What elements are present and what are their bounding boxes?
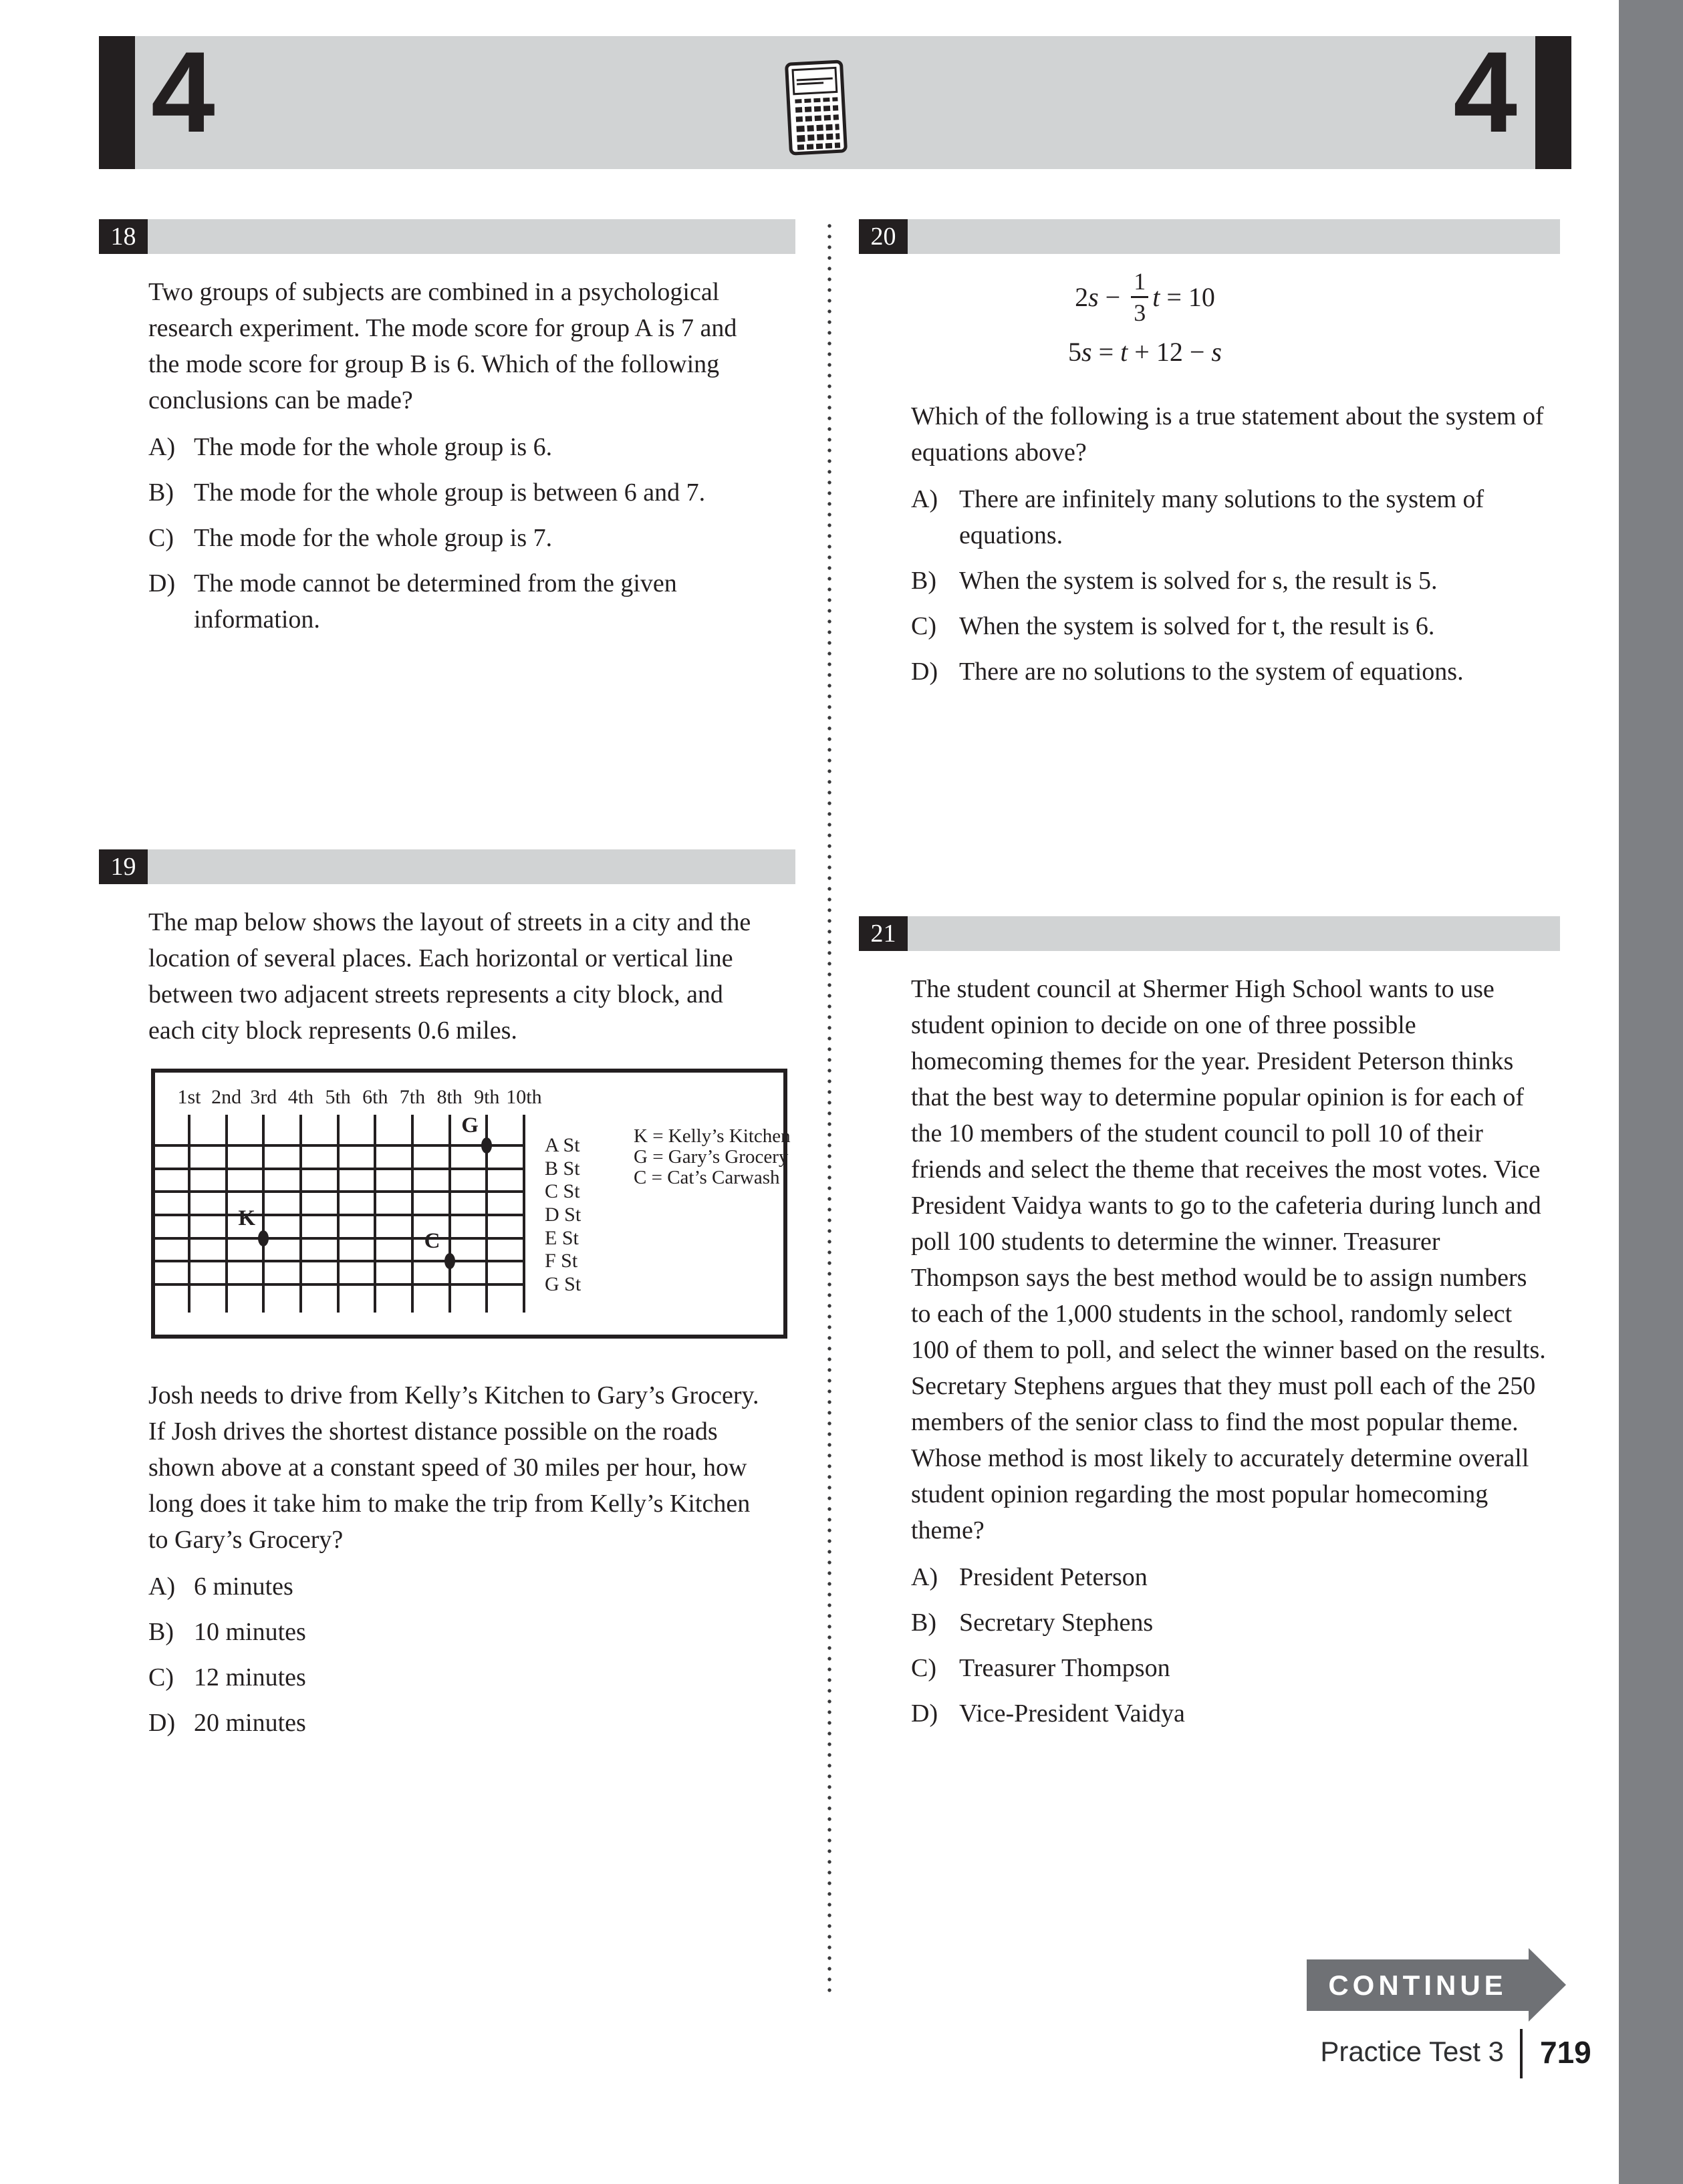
map-point-k bbox=[258, 1230, 269, 1246]
choice-row bbox=[148, 565, 795, 638]
map-point-g bbox=[481, 1137, 492, 1153]
header-left-black-bar bbox=[99, 36, 135, 169]
question-number-badge: 18 bbox=[99, 219, 148, 254]
choice-label: D) bbox=[148, 569, 176, 597]
choice-label: D) bbox=[911, 658, 938, 686]
street-label: G St bbox=[545, 1272, 581, 1295]
map-point-c bbox=[444, 1253, 455, 1269]
choice-row bbox=[911, 608, 1560, 644]
street-line bbox=[155, 1168, 525, 1170]
equation-term: s bbox=[1211, 337, 1222, 367]
choice-text: Treasurer Thompson bbox=[959, 1654, 1170, 1682]
choice-label: A) bbox=[911, 485, 938, 513]
choice-text: 6 minutes bbox=[194, 1573, 293, 1601]
footer-practice-test-label: Practice Test 3 bbox=[1320, 2036, 1504, 2067]
footer-page-number: 719 bbox=[1540, 2035, 1591, 2070]
question-header-bar bbox=[148, 219, 795, 254]
choice-label: C) bbox=[148, 1663, 174, 1691]
street-line bbox=[155, 1214, 525, 1216]
avenue-label: 6th bbox=[362, 1086, 388, 1108]
choice-row bbox=[148, 474, 795, 511]
avenue-label: 9th bbox=[474, 1086, 500, 1108]
choice-row bbox=[148, 1659, 795, 1695]
choice-label: A) bbox=[911, 1563, 938, 1591]
choice-row bbox=[148, 1705, 795, 1741]
question-intro: The map below shows the layout of streets in a city and the location of several places. Each horizontal or vertical line between two adjacent streets represents a city block, and each city block represents 0.6 miles. bbox=[148, 908, 751, 1045]
column-divider-dotted bbox=[827, 221, 831, 1996]
question-prompt: The student council at Shermer High School wants to use student opinion to decide on one of three possible homecoming themes for the year. President Peterson thinks that the best way to determine popular opinion is for each of the 10 members of the student council to poll 10 of their friends and select the theme that receives the most votes. Vice President Vaidya wants to go to the cafeteria during lunch and poll 100 students to determine the winner. Treasurer Thompson says the best method would be to assign numbers to each of the 1,000 students in the school, randomly select 100 of them to poll, and select the winner based on the results. Secretary Stephens argues that they must poll each of the 250 members of the senior class to find the most popular theme. Whose method is most likely to accurately determine overall student opinion regarding the most popular homecoming theme? bbox=[911, 975, 1546, 1544]
question-number-badge: 19 bbox=[99, 849, 148, 884]
choice-text: The mode cannot be determined from the given information. bbox=[194, 569, 677, 634]
choice-list bbox=[148, 429, 795, 638]
question-18-header bbox=[99, 219, 795, 254]
question-20 bbox=[859, 219, 1560, 699]
section-number-left: 4 bbox=[151, 28, 215, 156]
choice-label: B) bbox=[911, 567, 936, 595]
choice-row bbox=[911, 654, 1560, 690]
question-prompt: Two groups of subjects are combined in a psychological research experiment. The mode score for group A is 7 and the mode score for group B is 6. Which of the following conclusions can be made? bbox=[148, 278, 737, 414]
footer-divider bbox=[1520, 2029, 1523, 2078]
equation-term: t bbox=[1120, 337, 1128, 367]
choice-row bbox=[911, 1605, 1560, 1641]
equation-term: t bbox=[1152, 282, 1160, 312]
equation-term: − bbox=[1098, 282, 1128, 312]
choice-row bbox=[148, 429, 795, 465]
choice-text: The mode for the whole group is 7. bbox=[194, 524, 553, 552]
city-map-figure bbox=[151, 1069, 791, 1339]
street-line bbox=[155, 1260, 525, 1262]
question-header-bar bbox=[148, 849, 795, 884]
choice-row bbox=[911, 481, 1560, 553]
equation-term: = bbox=[1091, 337, 1121, 367]
map-legend-line: G = Gary’s Grocery bbox=[634, 1146, 789, 1168]
street-label: E St bbox=[545, 1226, 579, 1249]
question-prompt: Josh needs to drive from Kelly’s Kitchen to Gary’s Grocery. If Josh drives the shortest distance possible on the roads shown above at a constant speed of 30 miles per hour, how long does it take him to make the trip from Kelly’s Kitchen to Gary’s Grocery? bbox=[148, 1381, 759, 1554]
choice-list bbox=[911, 1559, 1560, 1732]
choice-label: A) bbox=[148, 1573, 176, 1601]
question-20-header bbox=[859, 219, 1560, 254]
equation-term: s bbox=[1088, 282, 1099, 312]
question-19 bbox=[99, 849, 795, 1750]
equation-term: 5 bbox=[1068, 337, 1082, 367]
choice-label: C) bbox=[911, 1654, 936, 1682]
choice-label: B) bbox=[148, 1618, 174, 1646]
question-header-bar bbox=[908, 219, 1560, 254]
avenue-label: 7th bbox=[399, 1086, 426, 1108]
map-point-label: K bbox=[238, 1206, 255, 1230]
choice-text: The mode for the whole group is between 6 and 7. bbox=[194, 479, 706, 507]
street-label: A St bbox=[545, 1134, 580, 1156]
choice-row bbox=[911, 1650, 1560, 1686]
avenue-label: 3rd bbox=[250, 1086, 277, 1108]
section-number-right: 4 bbox=[1453, 28, 1517, 156]
equation-term: = 10 bbox=[1160, 282, 1215, 312]
avenue-label: 8th bbox=[436, 1086, 463, 1108]
equation bbox=[911, 336, 1379, 368]
choice-row bbox=[911, 1559, 1560, 1595]
choice-text: Secretary Stephens bbox=[959, 1609, 1154, 1637]
question-number-badge: 21 bbox=[859, 916, 908, 951]
avenue-label: 1st bbox=[177, 1086, 201, 1108]
choice-row bbox=[148, 1614, 795, 1650]
choice-text: When the system is solved for s, the result is 5. bbox=[959, 567, 1438, 595]
question-18 bbox=[99, 219, 795, 647]
street-line bbox=[155, 1190, 525, 1193]
header-right-black-bar bbox=[1535, 36, 1571, 169]
continue-arrowhead-icon bbox=[1529, 1948, 1566, 2022]
equation-term: s bbox=[1081, 337, 1092, 367]
calculator-icon bbox=[786, 60, 848, 158]
street-label: C St bbox=[545, 1180, 580, 1203]
street-label: D St bbox=[545, 1203, 581, 1226]
question-header-bar bbox=[908, 916, 1560, 951]
street-line bbox=[155, 1144, 525, 1147]
fraction: $\frac{1}{3}$ bbox=[1131, 267, 1148, 327]
choice-label: C) bbox=[911, 612, 936, 640]
question-21 bbox=[859, 916, 1560, 1741]
choice-row bbox=[148, 520, 795, 556]
question-19-header bbox=[99, 849, 795, 884]
continue-banner: CONTINUE bbox=[1307, 1959, 1529, 2011]
question-prompt: Which of the following is a true statement about the system of equations above? bbox=[911, 402, 1544, 466]
question-number-badge: 20 bbox=[859, 219, 908, 254]
choice-label: A) bbox=[148, 433, 176, 461]
page-edge-sidebar bbox=[1619, 0, 1683, 2184]
choice-text: When the system is solved for t, the result is 6. bbox=[959, 612, 1435, 640]
choice-label: C) bbox=[148, 524, 174, 552]
choice-text: The mode for the whole group is 6. bbox=[194, 433, 553, 461]
choice-row bbox=[911, 563, 1560, 599]
map-point-label: G bbox=[461, 1113, 479, 1137]
map-point-label: C bbox=[424, 1229, 440, 1254]
street-label: B St bbox=[545, 1157, 580, 1180]
choice-list bbox=[911, 481, 1560, 690]
choice-text: President Peterson bbox=[959, 1563, 1148, 1591]
choice-list bbox=[148, 1568, 795, 1741]
street-line bbox=[155, 1283, 525, 1286]
choice-text: There are infinitely many solutions to the system of equations. bbox=[959, 485, 1484, 549]
map-legend-line: K = Kelly’s Kitchen bbox=[634, 1125, 791, 1147]
choice-label: D) bbox=[148, 1709, 176, 1737]
choice-text: 12 minutes bbox=[194, 1663, 306, 1691]
equation-term: 2 bbox=[1075, 282, 1089, 312]
choice-label: B) bbox=[148, 479, 174, 507]
avenue-label: 10th bbox=[506, 1086, 542, 1108]
equation-system bbox=[911, 267, 1379, 368]
street-line bbox=[155, 1237, 525, 1240]
street-label: F St bbox=[545, 1250, 578, 1272]
choice-text: There are no solutions to the system of equations. bbox=[959, 658, 1464, 686]
map-legend-line: C = Cat’s Carwash bbox=[634, 1167, 780, 1188]
avenue-label: 2nd bbox=[211, 1086, 242, 1108]
question-21-header bbox=[859, 916, 1560, 951]
choice-text: 20 minutes bbox=[194, 1709, 306, 1737]
choice-row bbox=[148, 1568, 795, 1605]
choice-text: 10 minutes bbox=[194, 1618, 306, 1646]
choice-label: B) bbox=[911, 1609, 936, 1637]
equation-term: + 12 − bbox=[1128, 337, 1212, 367]
choice-text: Vice-President Vaidya bbox=[959, 1699, 1185, 1728]
choice-row bbox=[911, 1695, 1560, 1732]
avenue-label: 5th bbox=[325, 1086, 351, 1108]
avenue-label: 4th bbox=[287, 1086, 314, 1108]
choice-label: D) bbox=[911, 1699, 938, 1728]
equation bbox=[911, 267, 1379, 327]
